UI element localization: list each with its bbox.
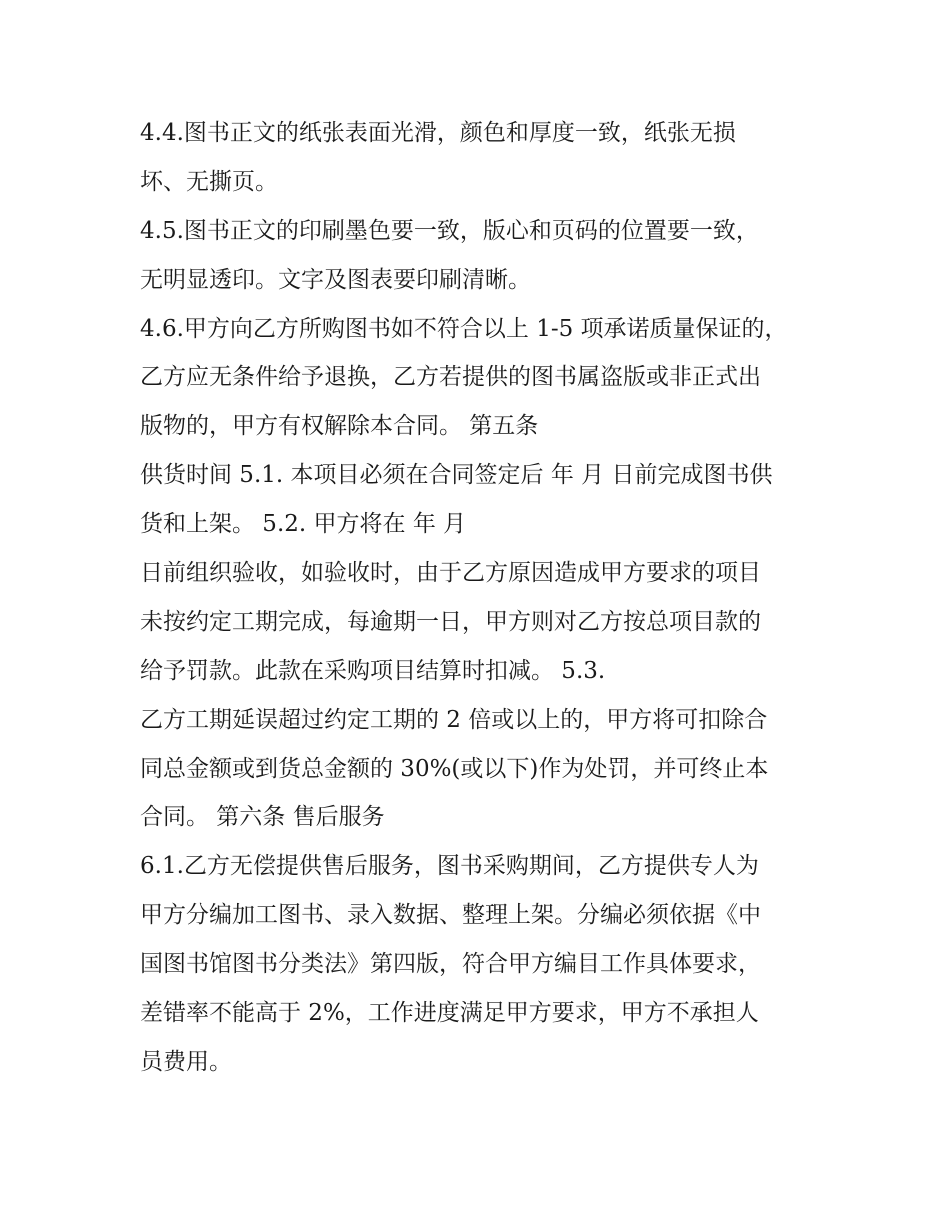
- text-line: 合同。 第六条 售后服务: [140, 804, 385, 831]
- text-line: 供货时间 5.1. 本项目必须在合同签定后 年 月 日前完成图书供: [140, 462, 773, 489]
- text-line: 员费用。: [140, 1048, 232, 1075]
- text-line: 货和上架。 5.2. 甲方将在 年 月: [140, 511, 467, 538]
- text-line: 4.6.甲方向乙方所购图书如不符合以上 1-5 项承诺质量保证的，: [140, 315, 788, 342]
- text-line: 给予罚款。此款在采购项目结算时扣减。 5.3.: [140, 657, 606, 684]
- text-line: 坏、无撕页。: [140, 168, 278, 195]
- text-line: 未按约定工期完成，每逾期一日，甲方则对乙方按总项目款的: [140, 608, 761, 635]
- text-line: 6.1.乙方无偿提供售后服务，图书采购期间，乙方提供专人为: [140, 853, 759, 880]
- document-body: [140, 109, 820, 1087]
- text-line: 乙方工期延误超过约定工期的 2 倍或以上的，甲方将可扣除合: [140, 706, 768, 733]
- text-line: 同总金额或到货总金额的 30%(或以下)作为处罚，并可终止本: [140, 755, 769, 782]
- text-line: 国图书馆图书分类法》第四版，符合甲方编目工作具体要求，: [140, 951, 761, 978]
- text-line: 无明显透印。文字及图表要印刷清晰。: [140, 266, 531, 293]
- text-line: 乙方应无条件给予退换，乙方若提供的图书属盗版或非正式出: [140, 364, 761, 391]
- text-line: 版物的，甲方有权解除本合同。 第五条: [140, 413, 539, 440]
- text-line: 甲方分编加工图书、录入数据、整理上架。分编必须依据《中: [140, 902, 761, 929]
- text-line: 4.4.图书正文的纸张表面光滑，颜色和厚度一致，纸张无损: [140, 120, 736, 146]
- text-line: 日前组织验收，如验收时，由于乙方原因造成甲方要求的项目: [140, 560, 761, 587]
- text-line: 4.5.图书正文的印刷墨色要一致，版心和页码的位置要一致，: [140, 217, 759, 244]
- text-line: 差错率不能高于 2%，工作进度满足甲方要求，甲方不承担人: [140, 1000, 759, 1027]
